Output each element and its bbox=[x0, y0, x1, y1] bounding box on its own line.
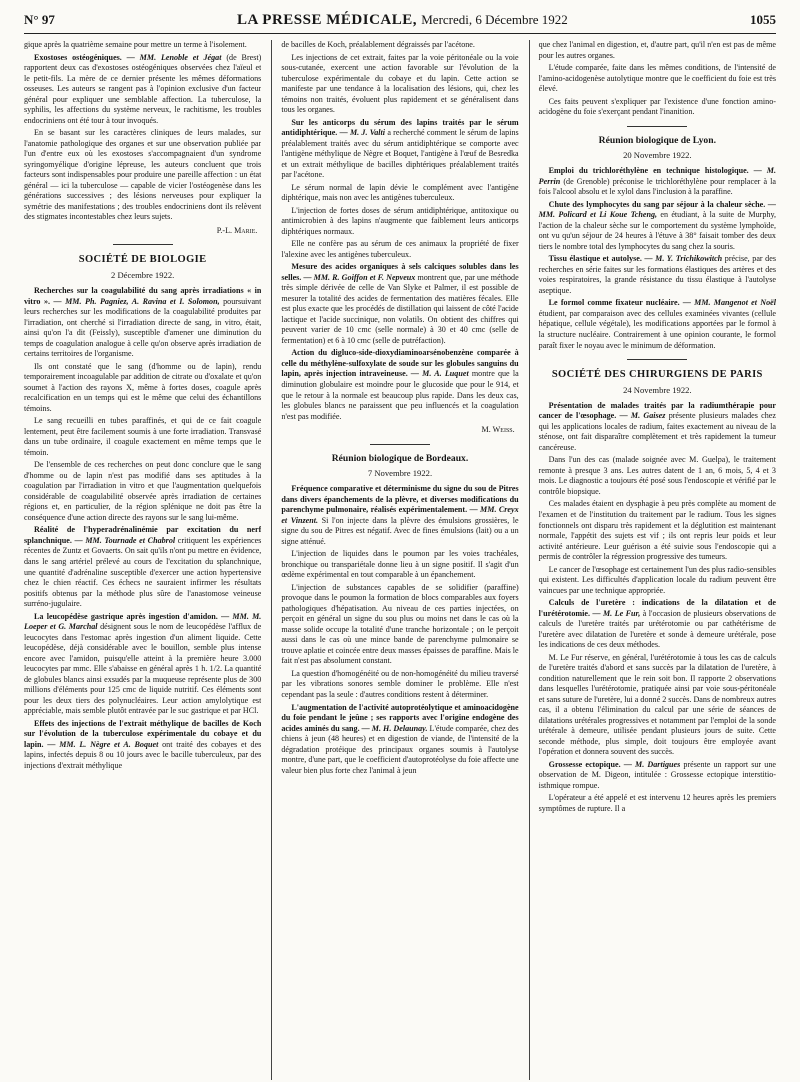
article-text: a recherché comment le sérum de lapins préalablement traités avec du sérum antidiphtérique se comporte avec l'antigène méthylique de Nègre et Boquet, l'antigène à l'œuf de Besredka et un extrait méthylique de bacilles diphtériques préalablement traités par l'acétone. bbox=[281, 128, 519, 180]
article-authors: — M. Dartigues bbox=[623, 759, 681, 769]
article-text: montre que la diminution globulaire est moindre pour le glucoside que pour le 914, et que le retour à la normale est beaucoup plus rapide. Dans les deux cas, les globules blancs ne paraissent que peu influencés et la coagulation n'est pas modifiée. bbox=[281, 369, 519, 421]
article-mesure-acides bbox=[281, 262, 518, 346]
section-date: 24 Novembre 1922. bbox=[623, 384, 692, 395]
paragraph: Elle ne confère pas au sérum de ces animaux la propriété de fixer l'alexine avec les antigènes tuberculeux. bbox=[281, 239, 519, 259]
article-text: critiquent les expériences récentes de Zuntz et Govaerts. On sait qu'ils n'ont pu mettre en évidence, dans le sang artériel prélevé au cours de l'excitation du splanchnique, une quantité d'adrénaline susceptible d'exercer une action hypertensive chez le chien réactif. Ces échecs ne sauraient infirmer les résultats positifs obtenus par la méthode plus sûre de l'anastomose veineuse surréno-jugulaire. bbox=[24, 535, 262, 609]
article-authors: — MM. Ph. Pagniez, A. Ravina et I. Solomon, bbox=[53, 296, 220, 306]
article-hyperadrenalinemie bbox=[24, 525, 261, 609]
paragraph: que chez l'animal en digestion, et, d'autre part, qu'il n'en est pas de même pour les autres organes. bbox=[538, 40, 776, 60]
columns bbox=[24, 40, 776, 1080]
article-authors: — M. Le Fur, bbox=[592, 608, 641, 618]
paragraph: La question d'homogénéité ou de non-homogénéité du milieu traversé par les vibrations sonores semble dominer le problème. Elle n'est cependant pas la seule : d'autres conditions restent à déterminer. bbox=[281, 668, 519, 699]
paragraph: L'injection de liquides dans le poumon par les voies trachéales, bronchique ou transpariétale donne lieu à un signe positif. Il s'agit d'un œdème expérimental en tout comparable à un épanchement. bbox=[281, 549, 519, 580]
article-text: présente plusieurs malades chez qui les applications locales de radium, faites exactement au niveau de la sténose, ont fait disparaître complètement et très rapidement la tumeur cancéreuse. bbox=[538, 411, 776, 452]
paragraph: Ils ont constaté que le sang (d'homme ou de lapin), rendu temporairement incoagulable par addition de citrate ou d'oxalate et qu'on soumet à l'action des rayons X, même à fortes doses, coagule après recalcification en un temps qui est le même que celui des échantillons témoins. bbox=[24, 361, 262, 413]
article-exostoses bbox=[24, 53, 261, 127]
paragraph: M. Le Fur réserve, en général, l'urétérotomie à tous les cas de calculs de l'uretère traités d'abord et sans succès par la dilatation de l'uretère, à condition naturellement que le rein soit bon. Il rapporte 2 observations dans lesquelles l'urétérotomie, pratiquée ainsi par voie sous-péritonéale et sans suture de l'uretère, lui a donné 2 succès. Dans de nombreux autres cas, il a obtenu l'élimination du calcul par une série de séances de dilatations urétérales progressives et notamment par l'emploi de la sonde urétérale à demeure, utilisée pendant plusieurs jours de suite. Cette seconde méthode, plus simple, doit toujours être employée avant l'opération et donnera souvent des succès. bbox=[538, 652, 776, 757]
article-text: précise, par des recherches en série faites sur les formations élastiques des artères et des voies respiratoires, la grande résistance du tissu élastique à l'autolyse aseptique. bbox=[538, 254, 776, 295]
section-date: 2 Décembre 1922. bbox=[111, 269, 175, 280]
paragraph: Les injections de cet extrait, faites par la voie péritonéale ou la voie sous-cutanée, exercent une action favorable sur l'évolution de la tuberculose expérimentale du cobaye et du lapin. Cette action se manifeste par une tendance à la localisation des lésions, qui, chez les témoins non traités, évoluent plus rapidement et se généralisent dans tous les organes. bbox=[281, 52, 519, 115]
issue-number: N° 97 bbox=[24, 12, 55, 27]
paragraph: gique après la quatrième semaine pour mettre un terme à l'isolement. bbox=[24, 40, 247, 49]
article-formol bbox=[539, 298, 776, 351]
section-date: 7 Novembre 1922. bbox=[367, 468, 433, 479]
section-title: SOCIÉTÉ DES CHIRURGIENS DE PARIS bbox=[551, 369, 763, 381]
column-1 bbox=[24, 40, 261, 1080]
article-title: Grossesse ectopique. bbox=[548, 759, 621, 769]
article-grossesse-ectopique bbox=[539, 760, 776, 792]
article-calculs-uretere bbox=[539, 598, 776, 651]
paragraph: de bacilles de Koch, préalablement dégraissés par l'acétone. bbox=[281, 40, 475, 49]
article-authors: — MM. Mangenot et Noël bbox=[682, 298, 776, 308]
article-leucopedese bbox=[24, 612, 261, 717]
paragraph: L'étude comparée, faite dans les mêmes conditions, de l'intensité de l'amino-acidogenèse autolytique montre que le coefficient du foie est très élevé. bbox=[538, 63, 776, 94]
paragraph: Dans l'un des cas (malade soignée avec M. Guelpa), le traitement remonte à presque 3 ans. Les autres datent de 1 an, 6 mois, 5, 4 et 3 mois. Le diagnostic a toujours été posé sous l'endoscopie et vérifié par le contrôle biopsique. bbox=[538, 455, 776, 496]
article-authors: — M. Perrin bbox=[538, 166, 776, 186]
article-title: Exostoses ostéogéniques. bbox=[34, 52, 122, 62]
article-title: Réalité de l'hyperadrénalinémie par excitation du nerf splanchnique. bbox=[24, 525, 262, 545]
page-number: 1055 bbox=[750, 12, 776, 27]
author-signature: M. Weiss. bbox=[481, 425, 515, 435]
article-title: Présentation de malades traités par la radiumthérapie pour cancer de l'œsophage. bbox=[538, 400, 776, 421]
article-authors: — MM. L. Nègre et A. Boquet bbox=[47, 739, 159, 749]
section-title: Réunion biologique de Bordeaux. bbox=[331, 452, 469, 464]
article-title: Calculs de l'uretère : indications de la dilatation et de l'urétérotomie. bbox=[538, 598, 776, 618]
section-divider bbox=[627, 126, 687, 127]
section-divider bbox=[113, 244, 173, 245]
section-date: 20 Novembre 1922. bbox=[623, 150, 692, 161]
article-text: en étudiant, à la suite de Murphy, l'action de la chaleur sèche sur le comportement du système lymphoïde, ont vu qu'un séjour de 24 heures à l'étuve à 38° faisait tomber des deux tiers le nombre total des lymphocytes du sang chez la souris. bbox=[538, 210, 776, 251]
article-title: Fréquence comparative et déterminisme du signe du sou de Pitres dans divers épanchements de la plèvre, et diverses modifications du parenchyme pulmonaire, réalisés expérimentalement. bbox=[281, 484, 519, 515]
article-text: étudient, par comparaison avec des cellules examinées vivantes (cellule hépatique, cellule végétale), les modifications apportées par le formol à la structure nucléaire. Contrairement à une opinion courante, le formol paraît fixer le noyau avec le minimum de déformation. bbox=[538, 308, 776, 350]
paragraph: En se basant sur les caractères cliniques de leurs malades, sur l'anatomie pathologique des organes et sur une observation publiée par l'un d'entre eux où les exostoses s'accompagnaient d'un syndrome syringomyélique d'origine lépreuse, les auteurs concluent que trois facteurs sont indispensables pour produire une pareille affection : un état général — ici la tuberculose — capable de vicier l'ostéogenèse dans les générations successives ; des lésions nerveuses pour expliquer la symétrie des manifestations ; des troubles endocriniens dont ils relèvent des stigmates incontestables chez leurs sujets. bbox=[24, 128, 262, 222]
article-radiumtherapie bbox=[539, 401, 776, 454]
article-authors: — MM. Lenoble et Jégat bbox=[126, 52, 222, 62]
article-authors: — MM. Tournade et Chabrol bbox=[74, 535, 176, 545]
article-authors: — MM. M. Loeper et G. Marchal bbox=[24, 611, 262, 632]
article-text: désignent sous le nom de leucopédèse l'afflux de leucocytes dans l'estomac après ingestion d'un aliment liquide. Cette leucopédèse, déjà considérable avec le bouillon, semble plus intense encore avec l'amidon, puisqu'elle atteint à la première heure 3.000 leucocytes par mmc. Elle s'abaisse en général après 1 h. 1/2. La quantité de globules blancs ainsi exsudés par la muqueuse représente plus de 300 millions d'éléments pour 125 cmc de liquide nutritif. Ces éléments sont pour les deux tiers des polynucléaires. Leur action amylolytique est appréciable, mais semble plutôt entravée par le suc gastrique et par HCl. bbox=[24, 622, 262, 716]
paragraph: Le cancer de l'œsophage est certainement l'un des plus radio-sensibles qui existent. Les difficultés d'application locale du radium peuvent être vaincues par une technique appropriée. bbox=[538, 564, 776, 595]
paragraph: Ces malades étaient en dysphagie à peu près complète au moment de l'examen et de l'institution du traitement par le radium. Tous les signes fonctionnels ont disparu très rapidement et la déglutition est maintenant normale, l'appétit des sujets est vif ; ils ont repris leur poids et leur activité antérieure. Leur guérison a été suivie sous l'endoscopie qui a permis de contrôler la régression progressive des tumeurs. bbox=[538, 499, 776, 562]
article-authors: — MM. R. Goiffon et F. Nepveux bbox=[303, 272, 416, 282]
article-title: L'augmentation de l'activité autoprotéolytique et aminoacidogène du foie pendant le jeûne ; ses rapports avec l'origine endogène des acides aminés du sang. bbox=[281, 702, 519, 733]
article-authors: — M. H. Delaunay. bbox=[361, 723, 428, 733]
paragraph: L'injection de substances capables de se solidifier (paraffine) provoque dans le poumon la formation de blocs comparables aux foyers pathologiques d'hépatisation. Au niveau de ces parties injectées, on perçoit en général un signe du sou plus ou moins net dans le cas où la masse solide occupe la totalité d'une tranche horizontale ; on le perçoit aussi dans le cas où une mince bande de parenchyme pulmonaire se trouve aplatie et coincée entre deux masses épaisses de paraffine. Mais le fait n'est pas absolument constant. bbox=[281, 582, 519, 666]
article-text: (de Grenoble) préconise le trichloréthylène pour remplacer à la fois l'alcool absolu et le xylol dans l'inclusion à la paraffine. bbox=[538, 176, 776, 197]
paragraph: Ces faits peuvent s'expliquer par l'existence d'une fonction amino-acidogène du foie s'exerçant pendant l'inanition. bbox=[538, 96, 776, 117]
article-authors: — M. Gaisez bbox=[619, 411, 666, 421]
article-authors: — MM. Creyx et Vinzent. bbox=[281, 505, 519, 525]
article-title: La leucopédèse gastrique après ingestion d'amidon. bbox=[34, 611, 218, 621]
section-divider bbox=[627, 359, 687, 360]
article-text: L'étude comparée, chez des chiens à jeun (48 heures) et en digestion de viande, de l'intensité de la dégradation protéique des principaux organes soumis à l'autolyse montre, d'une part, que le coefficient d'autoprotéolyse du foie affecte une valeur bien plus forte chez l'animal à jeun bbox=[281, 723, 519, 775]
section-divider bbox=[370, 444, 430, 445]
issue-date: Mercredi, 6 Décembre 1922 bbox=[421, 12, 568, 27]
article-activite-autoproteolytique bbox=[281, 703, 518, 777]
article-title: Sur les anticorps du sérum des lapins traités par le sérum antidiphtérique. bbox=[281, 117, 519, 138]
paragraph: De l'ensemble de ces recherches on peut donc conclure que le sang d'homme ou de lapin n'est pas modifié dans ses aptitudes à la coagulation par l'irradiation in vitro et que l'augmentation quelquefois considérable de coagulabilité observée après irradiation de certaines régions et, en particulier, de la région splénique ne doit pas être la conséquence d'une action directe des rayons sur le sang lui-même. bbox=[24, 460, 262, 522]
article-trichlorethylene bbox=[539, 166, 776, 198]
paragraph: Le sang recueilli en tubes paraffinés, et qui de ce fait coagule lentement, peut être facilement soumis à une forte irradiation. Transvasé dans un tube ordinaire, il coagule exactement en même temps que le témoin. bbox=[24, 416, 262, 457]
article-text: montrent que, par une méthode très simple dérivée de celle de Van Slyke et Palmer, il est possible de mesurer la totalité des acides de fermentation des matières fécales. Elle est plus exacte que les procédés de distillation qui laissent de côté l'acide lactique et l'acide succinique, non volatils. On obtient des chiffres qui peuvent varier de 10 cmc (selle normale) à 30 et 40 cmc (selle de fermentation) et 6 à 10 cmc (selle de putréfaction). bbox=[281, 272, 519, 345]
page-header bbox=[24, 12, 776, 34]
article-signe-du-sou bbox=[281, 484, 518, 547]
article-tissu-elastique bbox=[539, 254, 776, 296]
journal-name: LA PRESSE MÉDICALE, bbox=[237, 12, 417, 28]
journal-title bbox=[237, 12, 568, 29]
paragraph: Le sérum normal de lapin dévie le complément avec l'antigène diphtérique, mais non avec les antigènes tuberculeux. bbox=[281, 182, 519, 203]
article-title: Mesure des acides organiques à sels calciques solubles dans les selles. bbox=[281, 262, 519, 282]
article-text: Si l'on injecte dans la plèvre des émulsions grossières, le signe du sou de Pitres est négatif. Avec de fines émulsions (lait) ou a un signe atténué. bbox=[281, 515, 519, 546]
column-3 bbox=[529, 40, 776, 1080]
article-chute-lymphocytes bbox=[539, 200, 776, 253]
article-authors: — M. Y. Trichikowitch bbox=[644, 254, 723, 264]
article-text: (de Brest) rapportent deux cas d'exostoses ostéogéniques observées chez l'aïeul et le petit-fils. La mère de ce dernier présente les mêmes déformations osseuses. Les auteurs se rangent pas à l'opinion exclusive d'un facteur général pour expliquer une semblable affection. La tuberculose, la syphilis, les affections du système nerveux, le rachitisme, les troubles endocriniens ont été tour à tour invoqués. bbox=[24, 52, 262, 125]
section-title: SOCIÉTÉ DE BIOLOGIE bbox=[78, 254, 207, 266]
article-text: présente un rapport sur une observation de M. Digeon, intitulée : Grossesse ectopique interstitio-isthmique rompue. bbox=[538, 759, 776, 790]
article-title: Tissu élastique et autolyse. bbox=[548, 254, 642, 264]
article-text: poursuivant leurs recherches sur les modifications de la coagulabilité produites par l'irradiation, ont cherché si l'irradiation directe de sang, in vitro, était, ainsi qu'on l'a dit (Feissly), susceptible d'amener une diminution du temps de coagulation analogue à celle qu'on observe après irradiation de certains territoires de l'organisme. bbox=[24, 296, 262, 359]
article-text: à l'occasion de plusieurs observations de calculs de l'uretère traités par urétérotomie ou par cathétérisme de l'uretère avec dilatation de l'uretère et sonde à demeure urétérale, pose les indications de ces deux méthodes. bbox=[538, 608, 776, 650]
article-authors: — MM. Policard et Li Koue Tcheng, bbox=[538, 199, 776, 220]
author-signature: P.-L. Marie. bbox=[216, 225, 258, 235]
paragraph: L'opérateur a été appelé et est intervenu 12 heures après les premiers symptômes de rupture. Il a bbox=[538, 793, 776, 813]
article-anticorps bbox=[281, 118, 518, 181]
article-text: ont traité des cobayes et des lapins, infectés depuis 8 ou 10 jours avec le bacille tuberculeux, par des injections d'extrait méthylique bbox=[24, 739, 262, 770]
article-diglucoside bbox=[281, 348, 518, 422]
article-authors: — M. J. Valti bbox=[339, 128, 386, 138]
column-2 bbox=[271, 40, 518, 1080]
section-title: Réunion biologique de Lyon. bbox=[598, 134, 716, 146]
article-coagulabilite bbox=[24, 286, 261, 360]
article-effets-injections bbox=[24, 719, 261, 772]
article-authors: — M. A. Luquet bbox=[410, 369, 469, 379]
article-title: Recherches sur la coagulabilité du sang après irradiations « in vitro ». bbox=[24, 286, 262, 306]
article-title: Le formol comme fixateur nucléaire. bbox=[548, 298, 680, 308]
paragraph: L'injection de fortes doses de sérum antidiphtérique, antitoxique ou antimicrobien à des lapins n'augmente que faiblement leurs anticorps diphtériques normaux. bbox=[281, 205, 519, 236]
article-title: Effets des injections de l'extrait méthylique de bacilles de Koch sur l'évolution de la tuberculose expérimentale du cobaye et du lapin. bbox=[24, 718, 262, 749]
article-title: Chute des lymphocytes du sang par séjour à la chaleur sèche. bbox=[548, 199, 766, 209]
article-title: Action du digluco-side-dioxydiaminoarsénobenzène comparée à celle du méthylène-sulfoxylate de soude sur les globules sanguins du lapin, après injection intraveineuse. bbox=[281, 348, 519, 379]
article-title: Emploi du trichloréthylène en technique histologique. bbox=[548, 166, 749, 176]
